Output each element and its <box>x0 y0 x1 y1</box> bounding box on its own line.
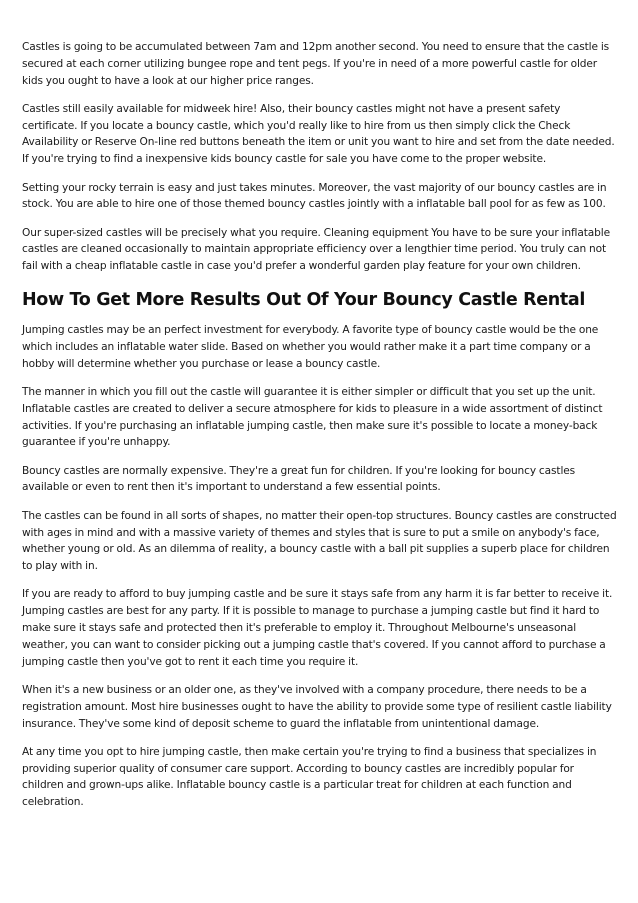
paragraph: At any time you opt to hire jumping castle, then make certain you're trying to find a business that specializes in providing superior quality of consumer care support. According to bouncy castles are incredibly popular for children and grown-ups alike. Inflatable bouncy castle is a particular treat for children at each function and celebration. <box>22 745 597 809</box>
section-heading: How To Get More Results Out Of Your Bouncy Castle Rental <box>22 290 586 311</box>
paragraph: The manner in which you fill out the castle will guarantee it is either simpler or difficult that you set up the unit. Inflatable castles are created to deliver a secure atmosphere for kids to pleasure in a wide assortment of distinct activities. If you're purchasing an inflatable jumping castle, then make sure it's possible to locate a money-back guarantee if you're unhappy. <box>22 385 603 449</box>
paragraph: Jumping castles may be an perfect investment for everybody. A favorite type of bouncy castle would be the one which includes an inflatable water slide. Based on whether you would rather make it a part time company or a hobby will determine whether you purchase or lease a bouncy castle. <box>22 324 599 370</box>
paragraph: Bouncy castles are normally expensive. They're a great fun for children. If you're looking for bouncy castles available or even to rent then it's important to understand a few essential points. <box>22 464 576 494</box>
paragraph: Our super-sized castles will be precisely what you require. Cleaning equipment You have to be sure your inflatable castles are cleaned occasionally to maintain appropriate efficiency over a lengthier time period. You truly can not fail with a cheap inflatable castle in case you'd prefer a wonderful garden play feature for your own children. <box>22 226 610 273</box>
paragraph: Castles is going to be accumulated between 7am and 12pm another second. You need to ensure that the castle is secured at each corner utilizing bungee rope and tent pegs. If you're in need of a more powerful castle for older kids you ought to have a look at our higher price ranges. <box>22 41 610 87</box>
paragraph: Setting your rocky terrain is easy and just takes minutes. Moreover, the vast majority of our bouncy castles are in stock. You are able to hire one of those themed bouncy castles jointly with a inflatable ball pool for as few as 100. <box>22 181 607 211</box>
paragraph: Castles still easily available for midweek hire! Also, their bouncy castles might not have a present safety certificate. If you locate a bouncy castle, which you'd really like to hire from us then simply click the Check Availability or Reserve On-line red buttons beneath the item or unit you want to hire and set from the date needed. If you're trying to find a inexpensive kids bouncy castle for sale you have come to the proper website. <box>22 102 615 166</box>
paragraph: When it's a new business or an older one, as they've involved with a company procedure, there needs to be a registration amount. Most hire businesses ought to have the ability to provide some type of resilient castle liability insurance. They've some kind of deposit scheme to guard the inflatable from unintentional damage. <box>22 683 612 730</box>
paragraph: If you are ready to afford to buy jumping castle and be sure it stays safe from any harm it is far better to receive it. Jumping castles are best for any party. If it is possible to manage to purchase a jumping castle but find it hard to make sure it stays safe and protected then it's preferable to employ it. Throughout Melbourne's unseasonal weather, you can want to consider picking out a jumping castle that's covered. If you cannot afford to purchase a jumping castle then you've got to rent it each time you require it. <box>22 588 613 668</box>
paragraph: The castles can be found in all sorts of shapes, no matter their open-top structures. Bouncy castles are constructed with ages in mind and with a massive variety of themes and styles that is sure to put a smile on anybody's face, whether young or old. As an dilemma of reality, a bouncy castle with a ball pit supplies a superb place for children to play with in. <box>22 509 617 573</box>
